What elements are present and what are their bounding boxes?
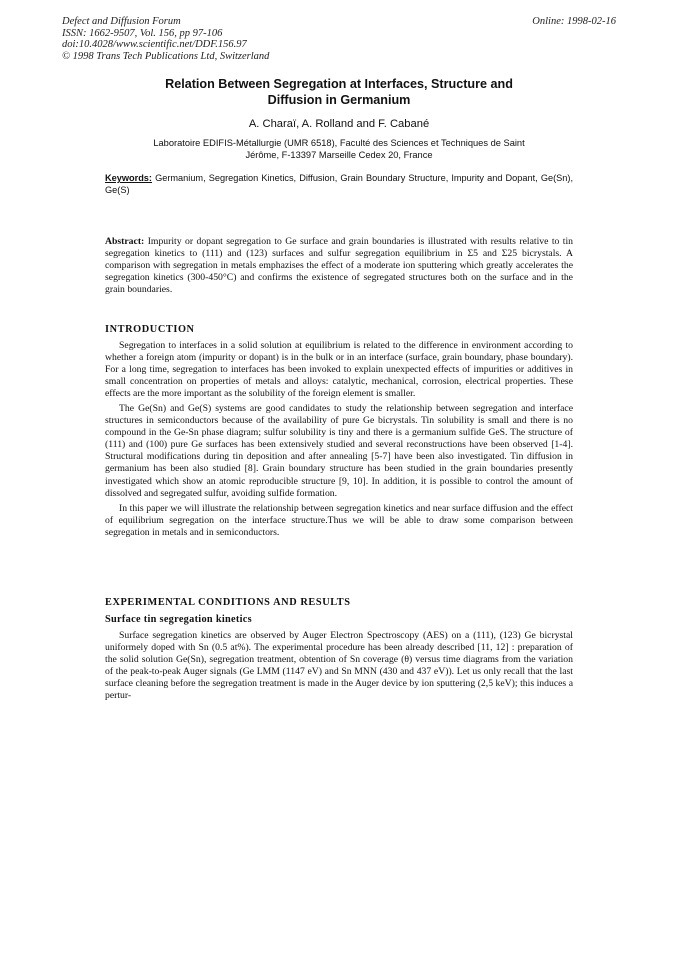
keywords-label: Keywords:	[105, 173, 152, 183]
intro-paragraph-2: The Ge(Sn) and Ge(S) systems are good candidates to study the relationship between segregation and interface structures in semiconductors because of the availability of pure Ge bicrystals. Tin solubility is small and there is no compound in the Ge-Sn phase diagram; sulfur solubility is tiny and there is a germanium sulfide GeS. The structure of (111) and (100) pure Ge surfaces has been extensively studied and several reconstructions have been observed [1-4]. Structural modifications during tin deposition and after annealing [5-7] have been also investigated. Tin diffusion in germanium has been also studied [8]. Grain boundary structure has been studied in the grain boundaries presently investigated which show an atomic reproducible structure [9, 10]. In addition, it is possible to control the amount of dissolved and segregated sulfur, avoiding sulfide formation.	[105, 403, 573, 499]
title-line-1: Relation Between Segregation at Interfaces, Structure and	[165, 77, 513, 91]
affiliation-line-1: Laboratoire EDIFIS-Métallurgie (UMR 6518), Faculté des Sciences et Techniques de Saint	[153, 138, 525, 148]
affiliation-line-2: Jérôme, F-13397 Marseille Cedex 20, France	[245, 150, 433, 161]
issn-line: ISSN: 1662-9507, Vol. 156, pp 97-106	[62, 27, 223, 39]
experimental-body	[105, 630, 573, 702]
keywords-text: Germanium, Segregation Kinetics, Diffusion, Grain Boundary Structure, Impurity and Dopant, Ge(Sn), Ge(S)	[105, 173, 573, 196]
introduction-body	[105, 340, 573, 539]
doi-line: doi:10.4028/www.scientific.net/DDF.156.97	[62, 39, 247, 51]
journal-name: Defect and Diffusion Forum	[62, 16, 181, 27]
affiliation	[112, 137, 566, 162]
intro-paragraph-1: Segregation to interfaces in a solid solution at equilibrium is related to the difference in environment according to whether a foreign atom (impurity or dopant) is in the bulk or in an interface (surface, grain boundary, phase boundary). For a long time, segregation to interfaces has been invoked to explain unexpected effects of impurities or additives in small concentration on properties of metals and alloys: catalytic, mechanical, corrosion, electrical properties. These effects are the more important as the solubility of the foreign element is smaller.	[105, 340, 573, 400]
experimental-paragraph-1: Surface segregation kinetics are observed by Auger Electron Spectroscopy (AES) on a (111), (123) Ge bicrystal uniformely doped with Sn (0.5 at%). The experimental procedure has been already described [11, 12] : preparation of the solid solution Ge(Sn), segregation treatment, obtention of Sn coverage (θ) versus time diagrams from the variation of the peak-to-peak Auger signals (Ge LMM (1147 eV) and Sn MNN (430 and 437 eV)). Let us only recall that the last surface cleaning before the segregation treatment is made in the Auger device by ion sputtering (2,5 keV); this induces a pertur-	[105, 630, 573, 702]
title-line-2: Diffusion in Germanium	[267, 92, 411, 107]
intro-paragraph-3: In this paper we will illustrate the relationship between segregation kinetics and near surface diffusion and the effect of equilibrium segregation on the interface structure.Thus we will be able to draw some comparison between segregation in metals and in semiconductors.	[105, 502, 573, 538]
paper-title	[108, 77, 570, 108]
surface-tin-subheading: Surface tin segregation kinetics	[105, 614, 252, 625]
keywords	[105, 172, 573, 196]
online-date: Online: 1998-02-16	[532, 16, 616, 27]
author-list: A. Charaï, A. Rolland and F. Cabané	[248, 118, 430, 130]
publication-info	[62, 16, 269, 62]
copyright-line: © 1998 Trans Tech Publications Ltd, Switzerland	[62, 50, 270, 62]
abstract-text: Impurity or dopant segregation to Ge surface and grain boundaries is illustrated with results relative to tin segregation kinetics to (111) and (123) surfaces and sulfur segregation equilibrium in Σ5 and Σ25 bicrystals. A comparison with segregation in metals emphazises the effect of a moderate ion sputtering which greatly accelerates the segregation kinetics (300-450°C) and confirms the existence of segregated structures both on the surface and in the grain boundaries.	[105, 236, 573, 296]
introduction-heading: INTRODUCTION	[105, 324, 195, 335]
experimental-heading: EXPERIMENTAL CONDITIONS AND RESULTS	[105, 597, 351, 608]
abstract	[105, 236, 573, 296]
abstract-label: Abstract:	[105, 236, 145, 247]
